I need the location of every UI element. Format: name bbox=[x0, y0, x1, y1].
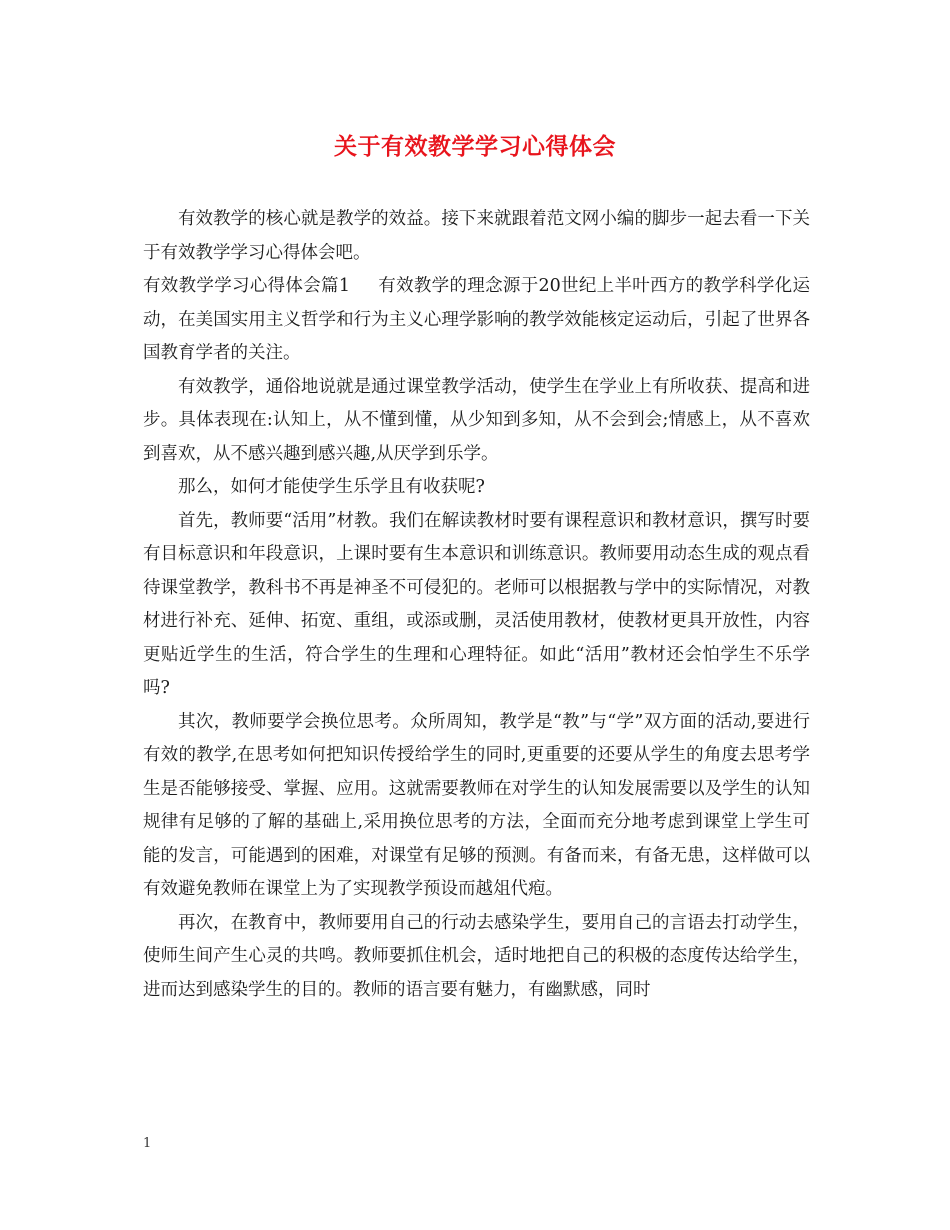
body-paragraph-1: 有效教学，通俗地说就是通过课堂教学活动，使学生在学业上有所收获、提高和进步。具体表现在:认知上，从不懂到懂，从少知到多知，从不会到会;情感上，从不喜欢到喜欢，从不感兴趣到感兴趣,从厌学到乐学。 bbox=[143, 376, 810, 464]
document-title: 关于有效教学学习心得体会 bbox=[334, 133, 616, 160]
body-paragraph-3: 首先，教师要“活用”材教。我们在解读教材时要有课程意识和教材意识，撰写时要有目标意识和年段意识，上课时要有生本意识和训练意识。教师要用动态生成的观点看待课堂教学，教科书不再是神圣不可侵犯的。老师可以根据教与学中的实际情况，对教材进行补充、延伸、拓宽、重组，或添或删，灵活使用教材，使教材更具开放性，内容更贴近学生的生活，符合学生的生理和心理特征。如此“活用”教材还会怕学生不乐学吗? bbox=[143, 510, 810, 698]
body-paragraph-5: 再次，在教育中，教师要用自己的行动去感染学生，要用自己的言语去打动学生，使师生间产生心灵的共鸣。教师要抓住机会，适时地把自己的积极的态度传达给学生，进而达到感染学生的目的。教师的语言要有魅力，有幽默感，同时 bbox=[143, 912, 810, 1000]
section-first-paragraph: 有效教学的理念源于20世纪上半叶西方的教学科学化运动，在美国实用主义哲学和行为主义心理学影响的教学效能核定运动后，引起了世界各国教育学者的关注。 bbox=[143, 276, 810, 363]
body-paragraph-2: 那么，如何才能使学生乐学且有收获呢? bbox=[178, 477, 485, 497]
body-paragraph-4: 其次，教师要学会换位思考。众所周知，教学是“教”与“学”双方面的活动,要进行有效的教学,在思考如何把知识传授给学生的同时,更重要的还要从学生的角度去思考学生是否能够接受、掌握、应用。这就需要教师在对学生的认知发展需要以及学生的认知规律有足够的了解的基础上,采用换位思考的方法，全面而充分地考虑到课堂上学生可能的发言，可能遇到的困难，对课堂有足够的预测。有备而来，有备无患，这样做可以有效避免教师在课堂上为了实现教学预设而越俎代疱。 bbox=[143, 711, 810, 899]
document-body bbox=[143, 203, 810, 1007]
section-heading: 有效教学学习心得体会篇1 bbox=[143, 276, 350, 296]
section-paragraph bbox=[143, 270, 810, 371]
intro-paragraph: 有效教学的核心就是教学的效益。接下来就跟着范文网小编的脚步一起去看一下关于有效教学学习心得体会吧。 bbox=[143, 209, 810, 263]
page-number: 1 bbox=[143, 1136, 152, 1151]
